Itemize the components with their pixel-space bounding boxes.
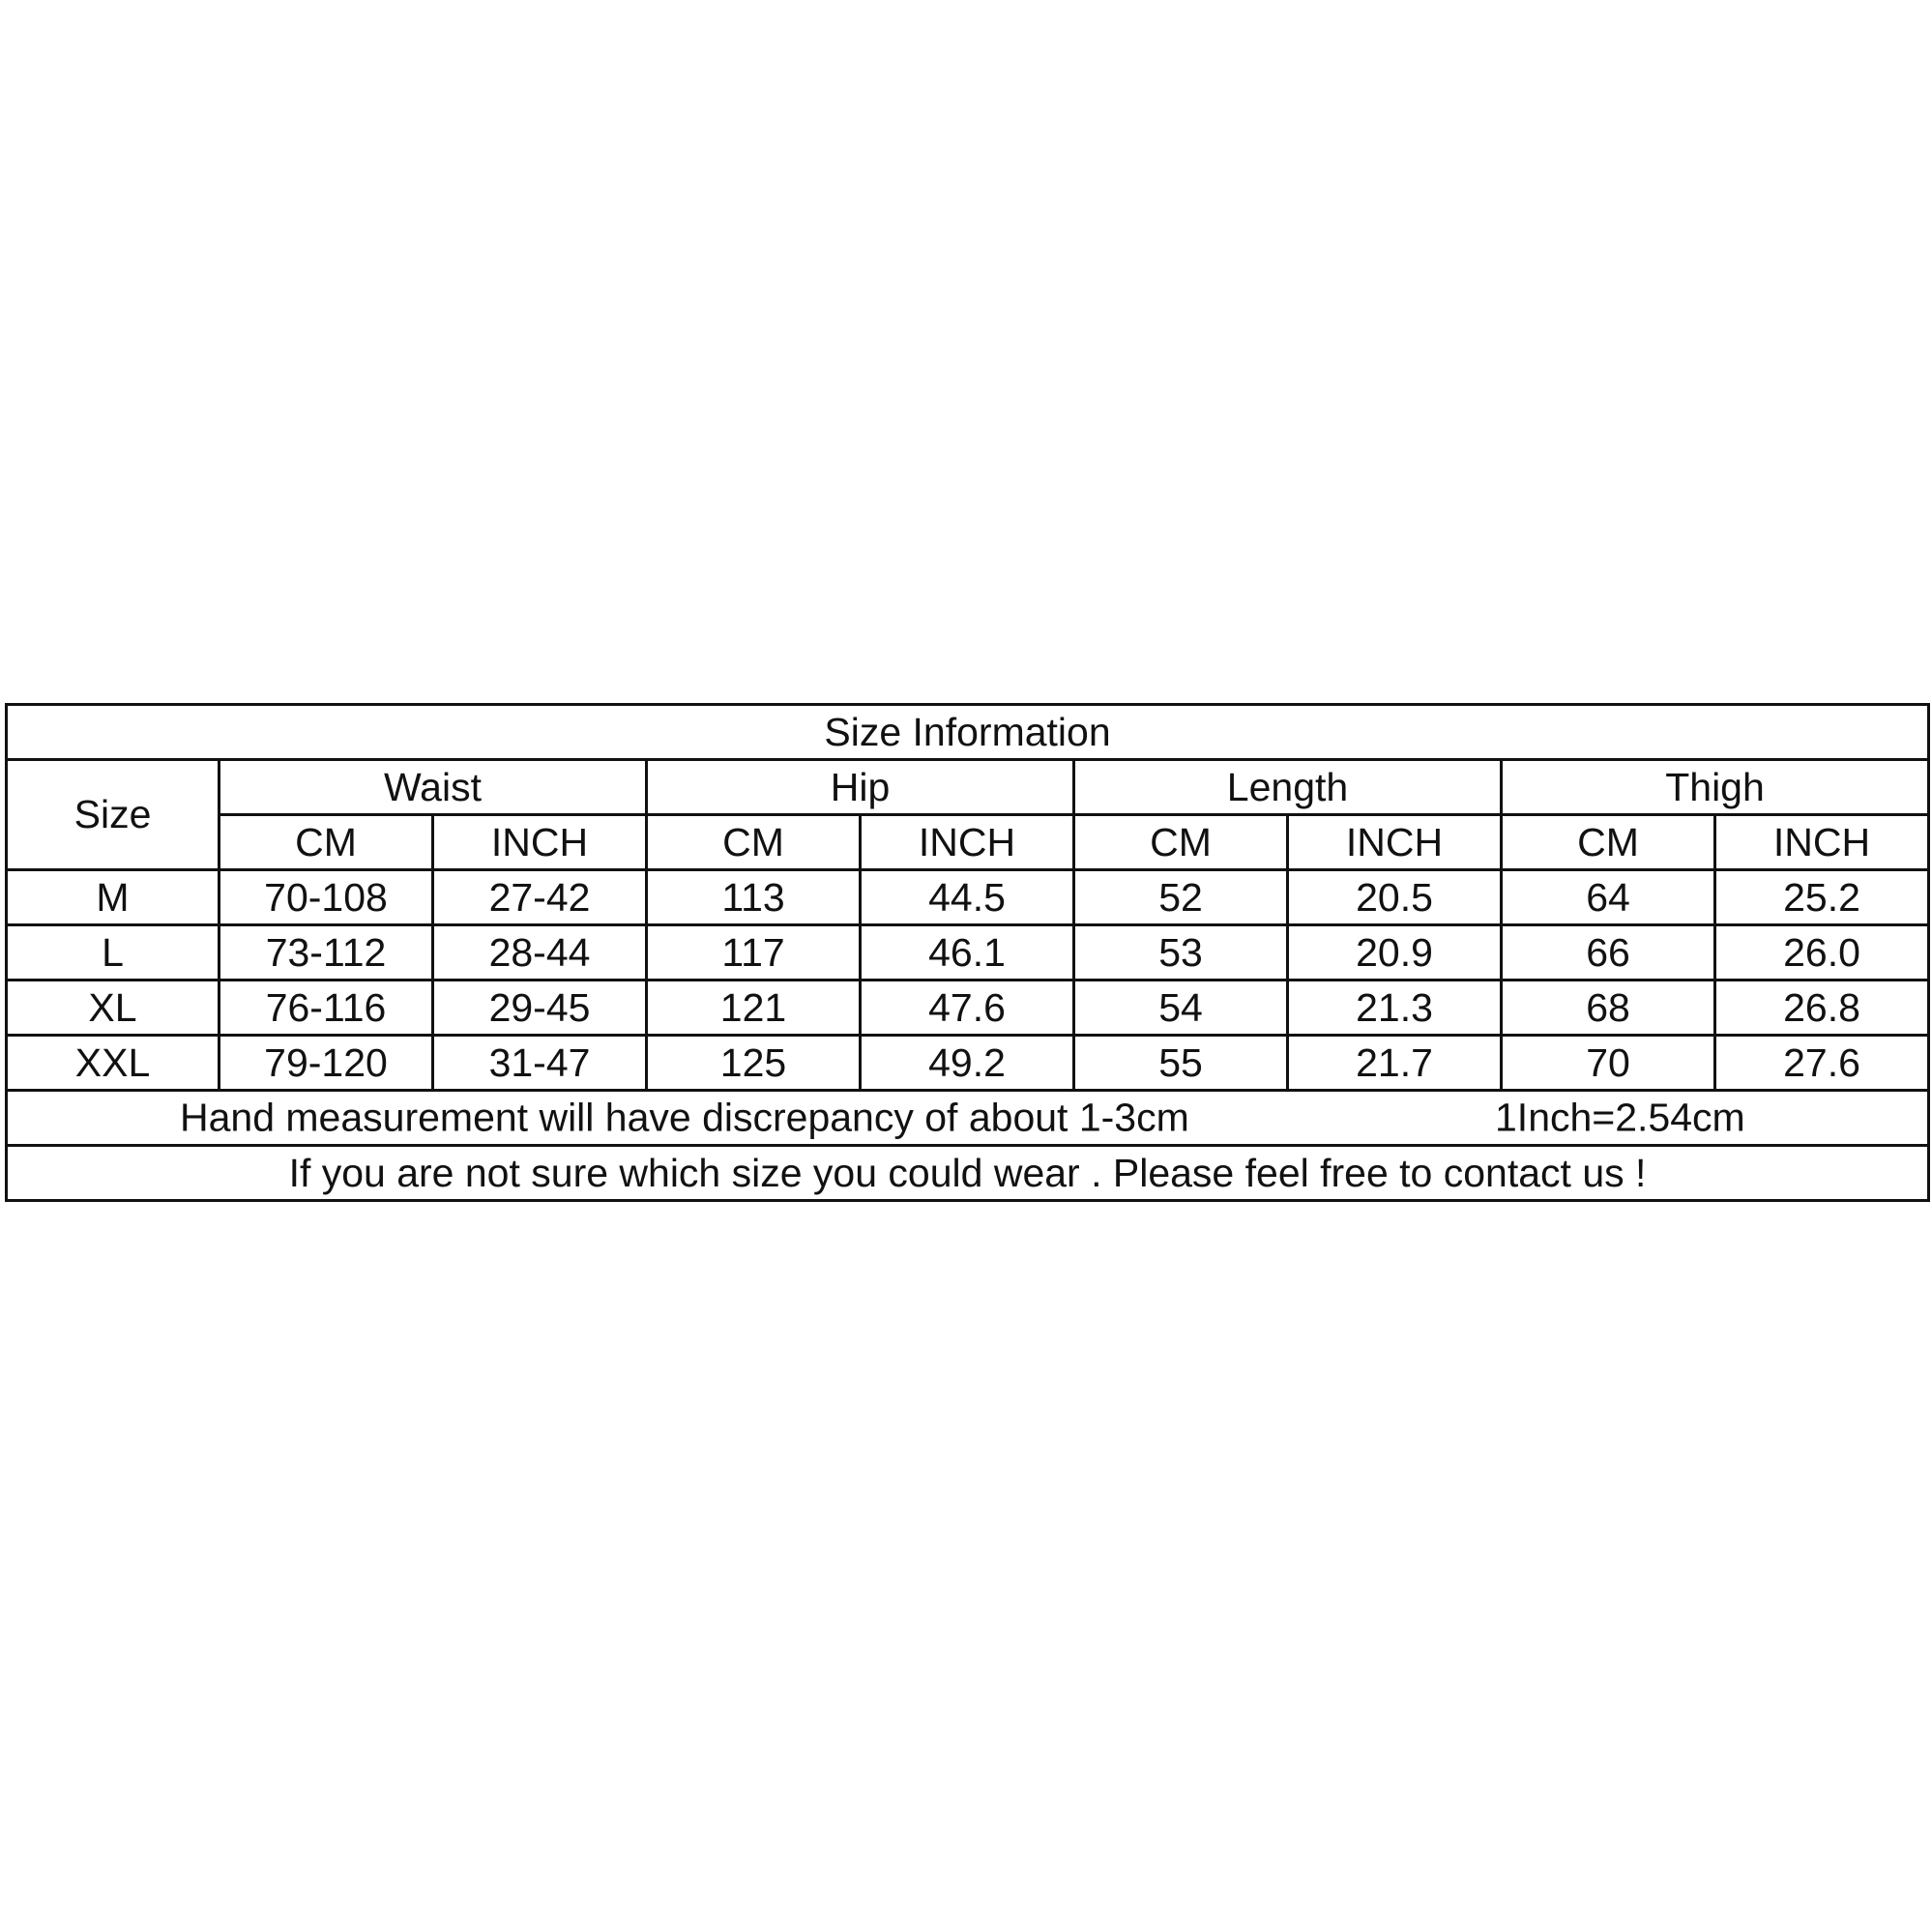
contact-note-row	[7, 1146, 1929, 1201]
table-cell: 31-47	[433, 1036, 647, 1091]
table-cell: 79-120	[220, 1036, 433, 1091]
unit-header-row	[7, 815, 1929, 870]
table-cell: 113	[647, 870, 861, 925]
table-cell: 53	[1074, 925, 1288, 981]
contact-note: If you are not sure which size you could wear . Please feel free to contact us !	[7, 1146, 1929, 1201]
table-cell: 49.2	[861, 1036, 1074, 1091]
table-cell: 76-116	[220, 981, 433, 1036]
measurement-discrepancy-note: Hand measurement will have discrepancy of about 1-3cm	[180, 1095, 1189, 1140]
inch-conversion-note: 1Inch=2.54cm	[1495, 1095, 1745, 1140]
table-cell: 21.7	[1288, 1036, 1502, 1091]
group-header-hip: Hip	[647, 760, 1074, 815]
size-label: L	[7, 925, 220, 981]
unit-header: CM	[1502, 815, 1715, 870]
table-cell: 121	[647, 981, 861, 1036]
table-cell: 20.9	[1288, 925, 1502, 981]
size-label: M	[7, 870, 220, 925]
group-header-length: Length	[1074, 760, 1502, 815]
title-row	[7, 705, 1929, 760]
unit-header: CM	[220, 815, 433, 870]
table-cell: 21.3	[1288, 981, 1502, 1036]
unit-header: INCH	[861, 815, 1074, 870]
table-cell: 27-42	[433, 870, 647, 925]
unit-header: INCH	[1288, 815, 1502, 870]
measurement-note-row	[7, 1091, 1929, 1146]
size-label: XXL	[7, 1036, 220, 1091]
table-row	[7, 925, 1929, 981]
unit-header: CM	[647, 815, 861, 870]
table-cell: 54	[1074, 981, 1288, 1036]
group-header-thigh: Thigh	[1502, 760, 1929, 815]
table-cell: 20.5	[1288, 870, 1502, 925]
size-information-table	[5, 703, 1930, 1202]
group-header-waist: Waist	[220, 760, 647, 815]
table-cell: 47.6	[861, 981, 1074, 1036]
table-cell: 44.5	[861, 870, 1074, 925]
size-label: XL	[7, 981, 220, 1036]
table-cell: 28-44	[433, 925, 647, 981]
unit-header: INCH	[433, 815, 647, 870]
table-cell: 117	[647, 925, 861, 981]
table-cell: 27.6	[1715, 1036, 1929, 1091]
table-cell: 70-108	[220, 870, 433, 925]
table-cell: 66	[1502, 925, 1715, 981]
table-cell: 68	[1502, 981, 1715, 1036]
table-cell: 55	[1074, 1036, 1288, 1091]
table-cell: 73-112	[220, 925, 433, 981]
measurement-note-cell	[7, 1091, 1929, 1146]
table-cell: 26.8	[1715, 981, 1929, 1036]
unit-header: CM	[1074, 815, 1288, 870]
unit-header: INCH	[1715, 815, 1929, 870]
table-title: Size Information	[7, 705, 1929, 760]
table-cell: 64	[1502, 870, 1715, 925]
table-cell: 52	[1074, 870, 1288, 925]
table-cell: 25.2	[1715, 870, 1929, 925]
table-cell: 46.1	[861, 925, 1074, 981]
table-row	[7, 870, 1929, 925]
size-column-header: Size	[7, 760, 220, 870]
table-row	[7, 1036, 1929, 1091]
table-cell: 70	[1502, 1036, 1715, 1091]
table-row	[7, 981, 1929, 1036]
table-cell: 26.0	[1715, 925, 1929, 981]
table-cell: 125	[647, 1036, 861, 1091]
table-cell: 29-45	[433, 981, 647, 1036]
group-header-row	[7, 760, 1929, 815]
